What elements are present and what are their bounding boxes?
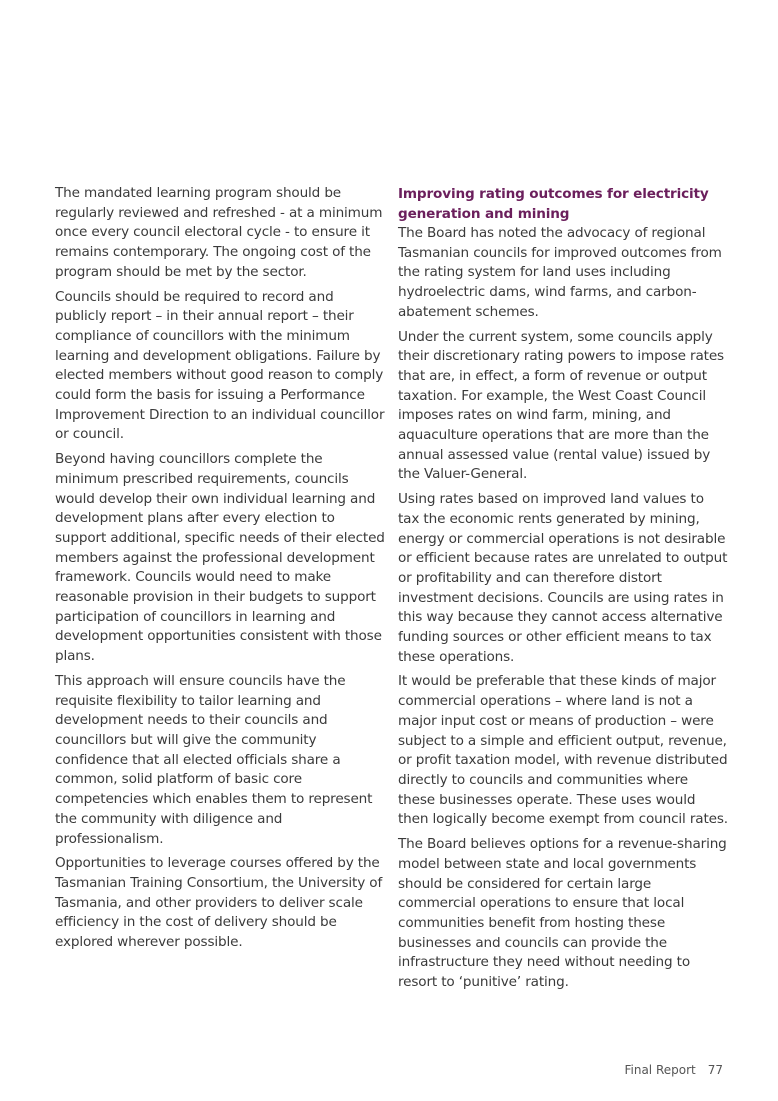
page-number: 77 — [707, 1063, 723, 1077]
right-column — [398, 184, 728, 998]
footer-label: Final Report — [624, 1063, 696, 1077]
left-paragraph-4: This approach will ensure councils have the requisite flexibility to tailor learning and development needs to their councils and councillors but will give the community confidence that all elected officials share a common, solid platform of basic core competencies which enables them to represent the community with diligence and professionalism. — [55, 672, 373, 847]
right-paragraph-4: It would be preferable that these kinds of major commercial operations – where land is not a major input cost or means of production – were subject to a simple and efficient output, revenue, or profit taxation model, with revenue distributed directly to councils and communities where these businesses operate. These uses would then logically become exempt from council rates. — [398, 673, 728, 828]
left-paragraph-5: Opportunities to leverage courses offered by the Tasmanian Training Consortium, the University of Tasmania, and other providers to deliver scale efficiency in the cost of delivery should be explored wherever possible. — [55, 855, 383, 951]
left-paragraph-1: The mandated learning program should be regularly reviewed and refreshed - at a minimum once every council electoral cycle - to ensure it remains contemporary. The ongoing cost of the program should be met by the sector. — [55, 185, 383, 280]
right-paragraph-1: The Board has noted the advocacy of regional Tasmanian councils for improved outcomes from the rating system for land uses including hydroelectric dams, wind farms, and carbon-abatement schemes. — [398, 225, 722, 320]
left-paragraph-2: Councils should be required to record and publicly report – in their annual report – their compliance of councillors with the minimum learning and development obligations. Failure by elected members without good reason to comply could form the basis for issuing a Performance Improvement Direction to an individual councillor or council. — [55, 288, 385, 443]
right-paragraph-2: Under the current system, some councils apply their discretionary rating powers to impose rates that are, in effect, a form of revenue or output taxation. For example, the West Coast Council imposes rates on wind farm, mining, and aquaculture operations that are more than the annual assessed value (rental value) issued by the Valuer-General. — [398, 328, 724, 483]
left-paragraph-3: Beyond having councillors complete the minimum prescribed requirements, councils would develop their own individual learning and development plans after every election to support additional, specific needs of their elected members against the professional development framework. Councils would need to make reasonable provision in their budgets to support participation of councillors in learning and development opportunities consistent with those plans. — [55, 451, 385, 665]
right-paragraph-5: The Board believes options for a revenue-sharing model between state and local governments should be considered for certain large commercial operations to ensure that local communities benefit from hosting these businesses and councils can provide the infrastructure they need without needing to resort to ‘punitive’ rating. — [398, 836, 727, 991]
section-heading: Improving rating outcomes for electricity generation and mining — [398, 186, 709, 222]
page-footer — [624, 1063, 723, 1077]
left-column — [55, 184, 385, 958]
right-paragraph-3: Using rates based on improved land values to tax the economic rents generated by mining, energy or commercial operations is not desirable or efficient because rates are unrelated to output or profitability and can therefore distort investment decisions. Councils are using rates in this way because they cannot access alternative funding sources or other efficient means to tax these operations. — [398, 491, 728, 665]
